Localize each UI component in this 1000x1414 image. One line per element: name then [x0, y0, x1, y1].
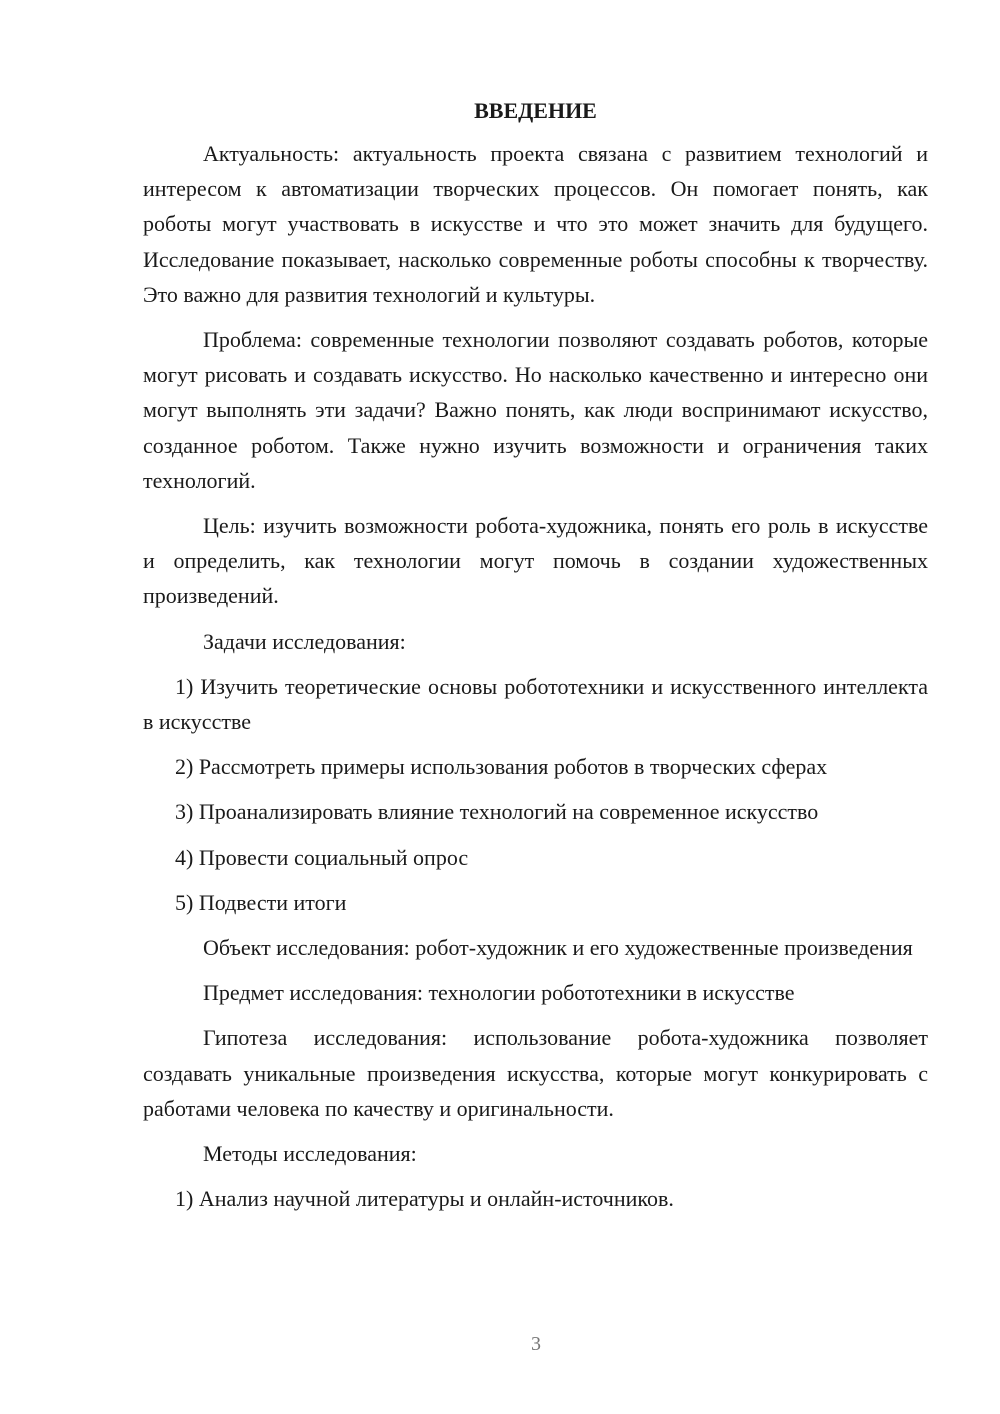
hypothesis-paragraph: Гипотеза исследования: использование робота-художника позволяет создавать уникальные произведения искусства, которые могут конкурировать с работами человека по качеству и оригинальности. — [143, 1025, 928, 1121]
problem-paragraph: Проблема: современные технологии позволяют создавать роботов, которые могут рисовать и создавать искусство. Но насколько качественно и интересно они могут выполнять эти задачи? Важно понять, как люди воспринимают искусство, созданное роботом. Также нужно изучить возможности и ограничения таких технологий. — [143, 327, 928, 493]
task-item: 1) Изучить теоретические основы робототехники и искусственного интеллекта в искусстве — [143, 673, 928, 735]
tasks-title: Задачи исследования: — [203, 628, 406, 654]
task-item: 5) Подвести итоги — [175, 889, 347, 915]
section-heading: ВВЕДЕНИЕ — [474, 98, 597, 123]
relevance-paragraph: Актуальность: актуальность проекта связана с развитием технологий и интересом к автоматизации творческих процессов. Он помогает понять, как роботы могут участвовать в искусстве и что это может значить для будущего. Исследование показывает, насколько современные роботы способны к творчеству. Это важно для развития технологий и культуры. — [143, 141, 928, 307]
task-item: 3) Проанализировать влияние технологий на современное искусство — [175, 799, 819, 825]
task-item: 2) Рассмотреть примеры использования роботов в творческих сферах — [175, 754, 828, 780]
goal-paragraph: Цель: изучить возможности робота-художника, понять его роль в искусстве и определить, как технологии могут помочь в создании художественных произведений. — [143, 513, 928, 609]
method-item: 1) Анализ научной литературы и онлайн-источников. — [175, 1186, 674, 1212]
object-paragraph: Объект исследования: робот-художник и его художественные произведения — [203, 935, 913, 961]
page-number: 3 — [531, 1333, 541, 1355]
subject-paragraph: Предмет исследования: технологии робототехники в искусстве — [203, 980, 795, 1006]
methods-title: Методы исследования: — [203, 1141, 417, 1167]
page-content — [143, 96, 928, 1226]
task-item: 4) Провести социальный опрос — [175, 844, 469, 870]
